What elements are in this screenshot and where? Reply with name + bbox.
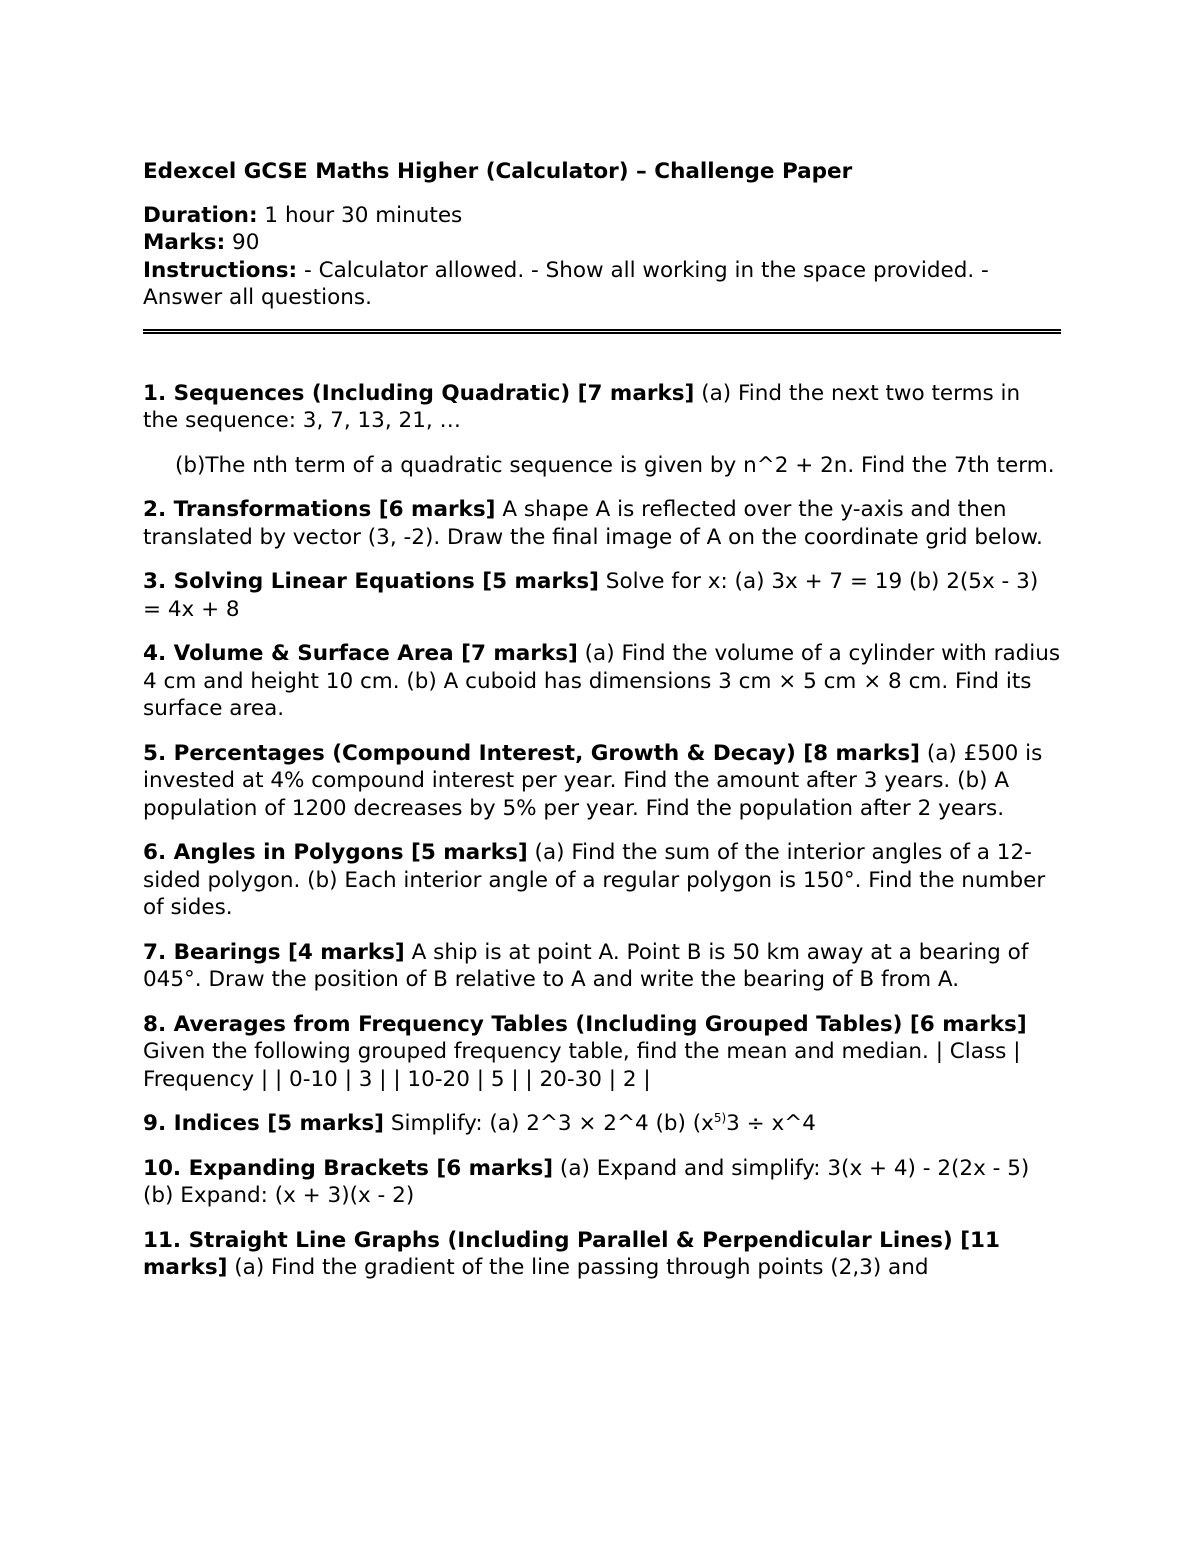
- section-divider: [143, 329, 1061, 334]
- question-text: (a) Expand and simplify: 3(x + 4) - 2(2x - 5) (b) Expand: (x + 3)(x - 2): [143, 1155, 1030, 1208]
- question-heading: 6. Angles in Polygons [5 marks]: [143, 840, 528, 865]
- question-text: (a) Find the sum of the interior angles of a 12-sided polygon. (b) Each interior angle of a regular polygon is 150°. Find the number of sides.: [143, 840, 1046, 920]
- question-text: (a) Find the volume of a cylinder with radius 4 cm and height 10 cm. (b) A cuboid has dimensions 3 cm × 5 cm × 8 cm. Find its surface area.: [143, 641, 1061, 721]
- question-heading: 2. Transformations [6 marks]: [143, 497, 496, 522]
- question-1-part-b: (b)The nth term of a quadratic sequence is given by n^2 + 2n. Find the 7th term.: [175, 452, 1055, 478]
- exam-page: [143, 158, 1061, 1299]
- paper-title: Edexcel GCSE Maths Higher (Calculator) – Challenge Paper: [143, 159, 853, 184]
- question-text: (a) £500 is invested at 4% compound interest per year. Find the amount after 3 years. (b) A population of 1200 decreases by 5% per year. Find the population after 2 years.: [143, 740, 1043, 821]
- duration-value: 1 hour 30 minutes: [257, 202, 463, 228]
- question-heading: 11. Straight Line Graphs (Including Parallel & Perpendicular Lines) [11 marks]: [143, 1227, 1000, 1280]
- question-7: [143, 939, 1061, 994]
- duration-label: Duration:: [143, 202, 258, 228]
- marks-value: 90: [225, 230, 260, 255]
- question-text: Given the following grouped frequency table, find the mean and median. | Class | Frequency | | 0-10 | 3 | | 10-20 | 5 | | 20-30 | 2 |: [143, 1039, 1021, 1092]
- question-heading: 8. Averages from Frequency Tables (Including Grouped Tables) [6 marks]: [143, 1011, 1027, 1037]
- question-6: [143, 839, 1061, 922]
- question-list: [143, 380, 1061, 1282]
- exponent-superscript: 5): [713, 1110, 727, 1125]
- question-text-continued: 3 ÷ x^4: [726, 1111, 816, 1136]
- question-11: [143, 1227, 1061, 1282]
- question-text: A shape A is reflected over the y-axis and then translated by vector (3, -2). Draw the final image of A on the coordinate grid below.: [143, 497, 1043, 550]
- question-2: [143, 496, 1061, 551]
- question-9: [143, 1110, 1061, 1138]
- instructions-line: [143, 257, 1061, 312]
- question-heading: 7. Bearings [4 marks]: [143, 939, 405, 965]
- question-heading: 9. Indices [5 marks]: [143, 1111, 384, 1136]
- instructions-label: Instructions:: [143, 257, 298, 283]
- question-heading: 5. Percentages (Compound Interest, Growth & Decay) [8 marks]: [143, 740, 920, 766]
- question-1: [143, 380, 1061, 435]
- question-text: (a) Find the gradient of the line passing through points (2,3) and: [227, 1255, 929, 1280]
- duration-line: [143, 202, 1061, 230]
- question-text: Simplify: (a) 2^3 × 2^4 (b) (x: [384, 1111, 714, 1136]
- question-10: [143, 1155, 1061, 1210]
- question-heading: 1. Sequences (Including Quadratic) [7 marks]: [143, 380, 695, 406]
- marks-line: [143, 229, 1061, 257]
- question-heading: 10. Expanding Brackets [6 marks]: [143, 1155, 554, 1181]
- instructions-value: - Calculator allowed. - Show all working in the space provided. - Answer all questions.: [143, 257, 989, 310]
- question-heading: 4. Volume & Surface Area [7 marks]: [143, 641, 578, 666]
- question-text: A ship is at point A. Point B is 50 km away at a bearing of 045°. Draw the position of B relative to A and write the bearing of B from A.: [143, 939, 1029, 992]
- question-5: [143, 740, 1061, 823]
- question-8: [143, 1011, 1061, 1094]
- question-heading: 3. Solving Linear Equations [5 marks]: [143, 569, 599, 594]
- question-3: [143, 568, 1061, 623]
- question-text: Solve for x: (a) 3x + 7 = 19 (b) 2(5x - 3) = 4x + 8: [143, 569, 1039, 622]
- question-text: (a) Find the next two terms in the sequence: 3, 7, 13, 21, …: [143, 380, 1021, 433]
- marks-label: Marks:: [143, 230, 226, 255]
- question-4: [143, 640, 1061, 723]
